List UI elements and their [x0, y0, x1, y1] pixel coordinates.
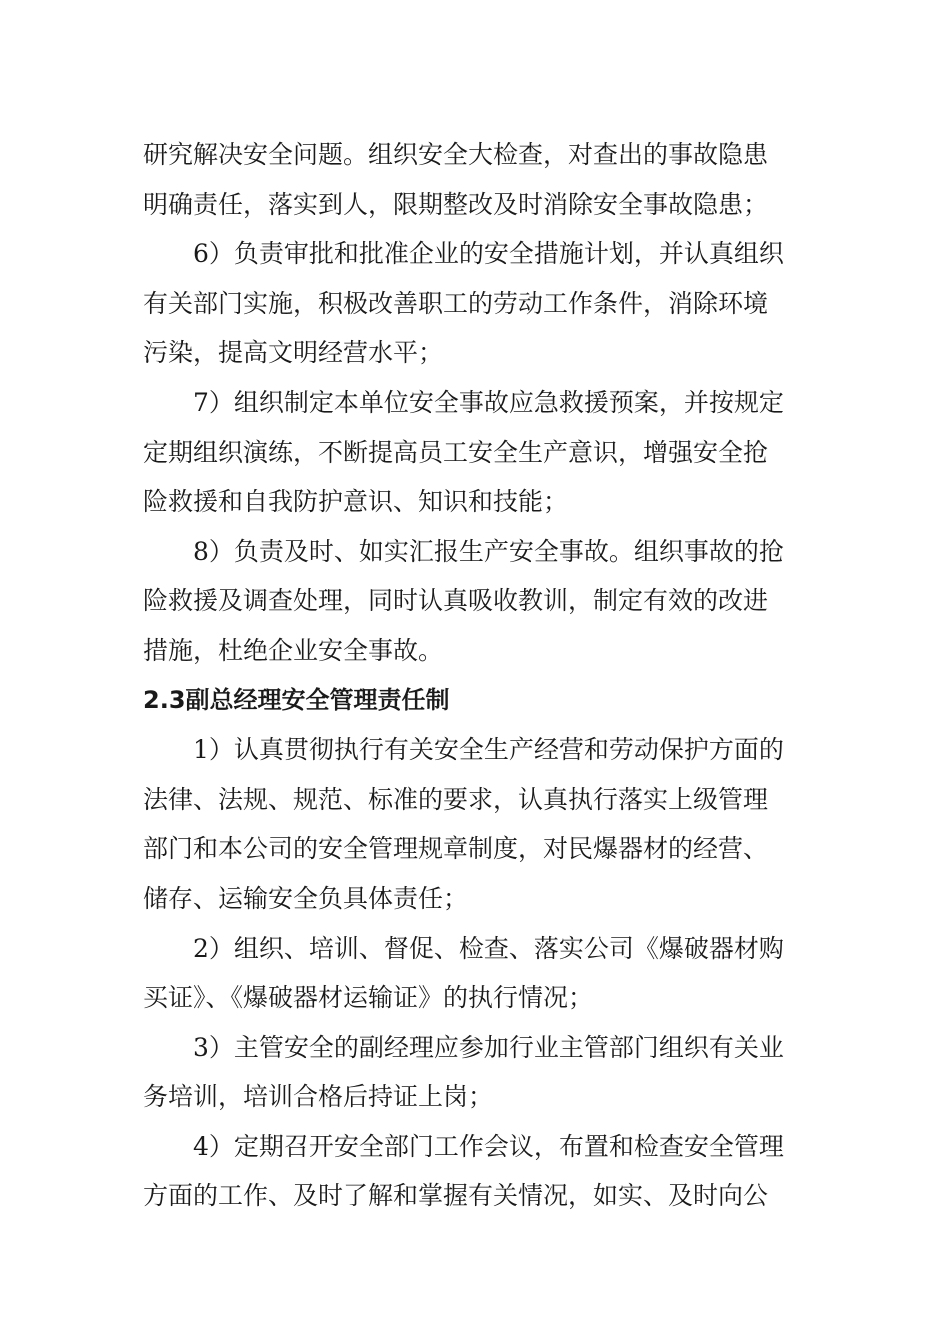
text-line: 法律、法规、规范、标准的要求，认真执行落实上级管理: [143, 784, 769, 814]
text-line: 险救援和自我防护意识、知识和技能；: [143, 487, 569, 517]
text-line: 污染，提高文明经营水平；: [143, 338, 444, 368]
list-item-8: 8）负责及时、如实汇报生产安全事故。组织事故的抢: [193, 536, 784, 566]
list-item-1: 1）认真贯彻执行有关安全生产经营和劳动保护方面的: [193, 735, 784, 765]
list-item-7: 7）组织制定本单位安全事故应急救援预案，并按规定: [193, 387, 784, 417]
text-line: 明确责任，落实到人，限期整改及时消除安全事故隐患；: [143, 189, 769, 219]
list-item-2: 2）组织、培训、督促、检查、落实公司《爆破器材购: [193, 933, 784, 963]
section-heading: 2.3副总经理安全管理责任制: [143, 685, 450, 714]
list-item-3: 3）主管安全的副经理应参加行业主管部门组织有关业: [193, 1032, 784, 1062]
text-line: 部门和本公司的安全管理规章制度，对民爆器材的经营、: [143, 834, 769, 864]
text-line: 务培训，培训合格后持证上岗；: [143, 1082, 494, 1112]
text-line: 定期组织演练，不断提高员工安全生产意识，增强安全抢: [143, 437, 769, 467]
list-item-4: 4）定期召开安全部门工作会议，布置和检查安全管理: [193, 1131, 784, 1161]
text-line: 措施，杜绝企业安全事故。: [143, 635, 444, 665]
text-line: 方面的工作、及时了解和掌握有关情况，如实、及时向公: [143, 1181, 769, 1211]
text-line: 有关部门实施，积极改善职工的劳动工作条件，消除环境: [143, 288, 769, 318]
list-item-6: 6）负责审批和批准企业的安全措施计划，并认真组织: [193, 239, 784, 269]
text-line: 储存、运输安全负具体责任；: [143, 883, 469, 913]
text-line: 险救援及调查处理，同时认真吸收教训，制定有效的改进: [143, 586, 769, 616]
document-body: [143, 130, 808, 1221]
text-line: 研究解决安全问题。组织安全大检查，对查出的事故隐患: [143, 140, 769, 169]
text-line: 买证》、《爆破器材运输证》的执行情况；: [143, 983, 594, 1013]
